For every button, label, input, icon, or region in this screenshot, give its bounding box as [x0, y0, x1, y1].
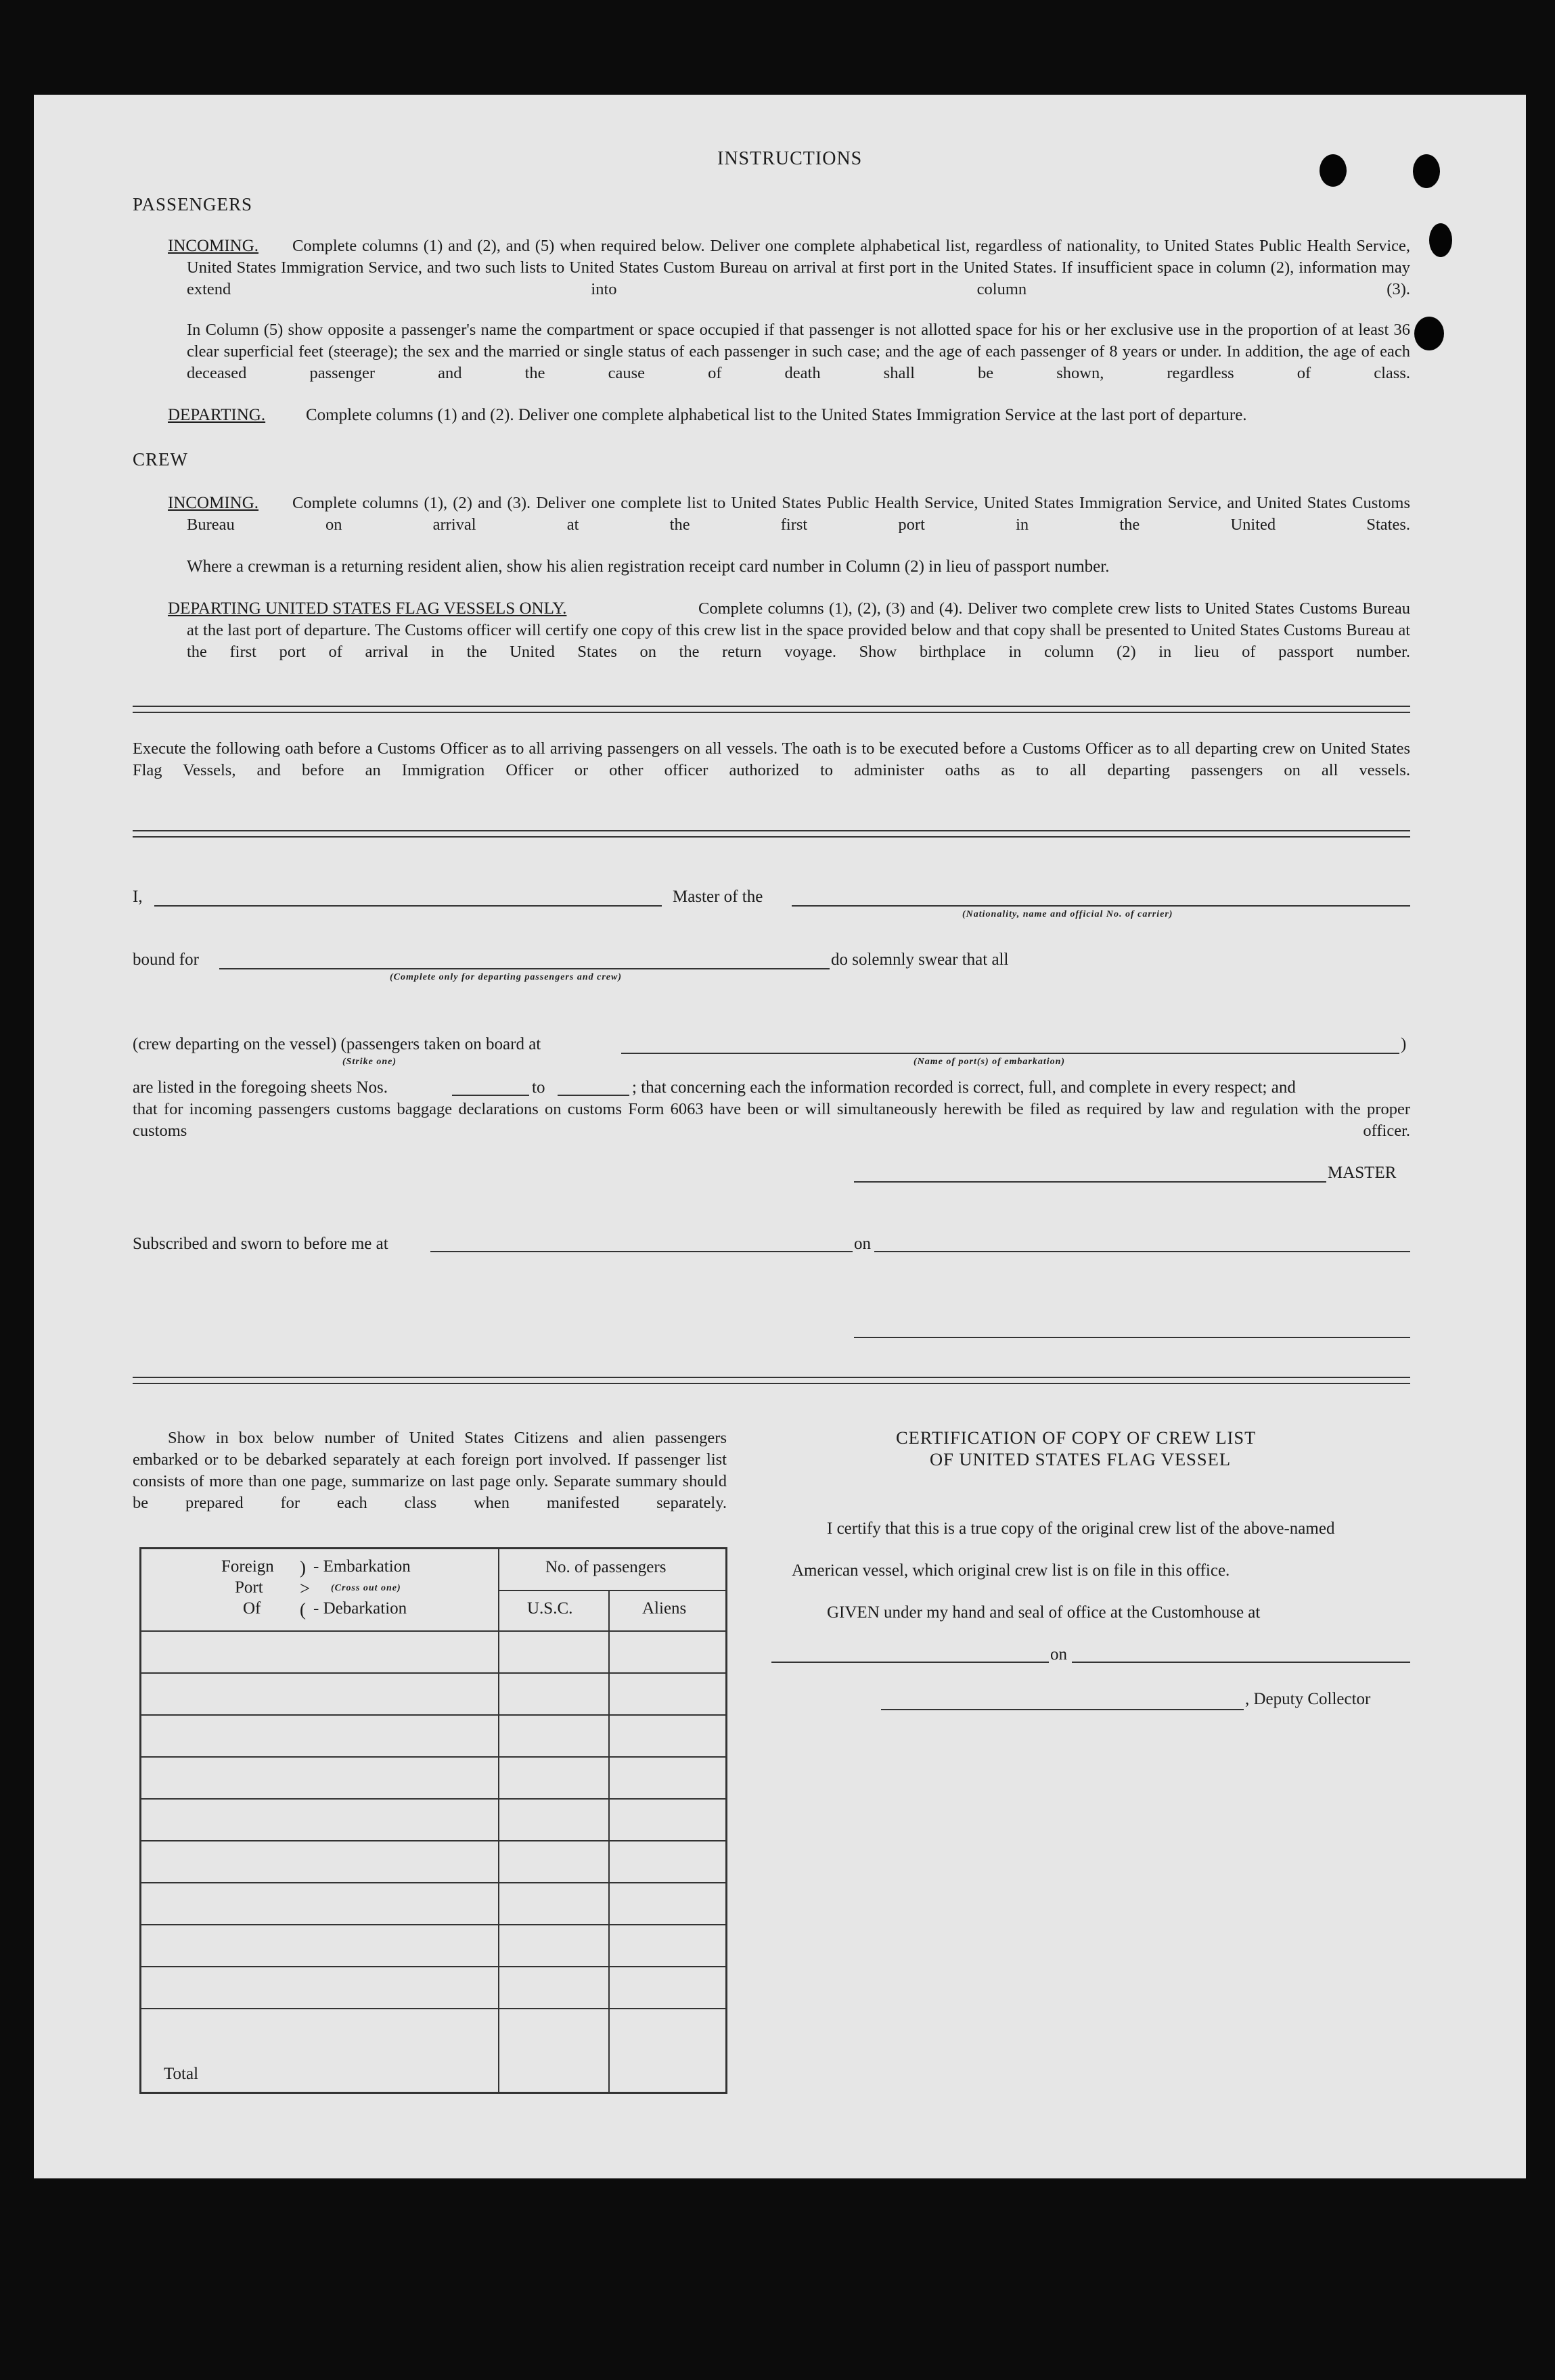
crew-flag-text: Complete columns (1), (2), (3) and (4). Deliver two complete crew lists to United States Customs Bureau at the last port of departure. The Customs officer will certify one copy of this crew list in the space provided below and that copy shall be presented to United States Customs Bureau at the first port of arrival in the United States on the return voyage. Show birthplace in column (2) in lieu of passport number.: [187, 599, 1410, 661]
port-label: Port: [235, 1578, 263, 1597]
embarkation-port-field-line[interactable]: [621, 1053, 1399, 1054]
debarkation-option[interactable]: - Debarkation: [313, 1599, 407, 1618]
strike-one-caption: (Strike one): [342, 1057, 397, 1067]
certification-date-field-line[interactable]: [1072, 1662, 1410, 1663]
master-of-label: Master of the: [673, 888, 763, 906]
crew-incoming-label: INCOMING.: [168, 494, 259, 512]
sworn-place-field-line[interactable]: [430, 1251, 853, 1252]
certify-text-2: American vessel, which original crew list is on file in this office.: [792, 1561, 1230, 1580]
punch-hole: [1414, 317, 1444, 350]
crew-passengers-label: (crew departing on the vessel) (passengers taken on board at: [133, 1035, 541, 1053]
crew-incoming-text: Complete columns (1), (2) and (3). Deliver one complete list to United States Public Health Service, United States Immigration Service, and United States Customs Bureau on arrival at the first port in the United States.: [187, 494, 1410, 534]
passengers-departing-label: DEPARTING.: [168, 406, 266, 424]
crew-heading: CREW: [133, 449, 188, 470]
crew-flag-label: DEPARTING UNITED STATES FLAG VESSELS ONLY.: [168, 599, 567, 618]
sheet-from-field-line[interactable]: [452, 1095, 529, 1096]
brace: ) > (: [300, 1557, 311, 1620]
aliens-header: Aliens: [642, 1599, 687, 1618]
cross-out-caption: (Cross out one): [331, 1583, 401, 1593]
of-label: Of: [243, 1599, 261, 1618]
bound-for-label: bound for: [133, 951, 199, 969]
oath-i-label: I,: [133, 888, 143, 906]
swear-label: do solemnly swear that all: [831, 951, 1009, 969]
sheet-to-field-line[interactable]: [558, 1095, 629, 1096]
usc-header: U.S.C.: [527, 1599, 573, 1618]
master-label: MASTER: [1328, 1164, 1397, 1182]
certification-subtitle: OF UNITED STATES FLAG VESSEL: [930, 1449, 1231, 1469]
passengers-column5-text: In Column (5) show opposite a passenger's name the compartment or space occupied if that passenger is not allotted space for his or her exclusive use in the proportion of at least 36 clear superficial feet (steerage); the sex and the married or single status of each passenger in such case; and the age of each passenger of 8 years or under. In addition, the age of each deceased passenger and the cause of death shall be shown, regardless of class.: [187, 321, 1410, 382]
punch-hole: [1429, 223, 1452, 257]
total-label: Total: [164, 2065, 199, 2083]
punch-hole: [1320, 154, 1347, 187]
passengers-heading: PASSENGERS: [133, 194, 253, 214]
passengers-incoming-text: Complete columns (1) and (2), and (5) when required below. Deliver one complete alphabetical list, regardless of nationality, to United States Public Health Service, United States Immigration Service, and two such lists to United States Custom Bureau on arrival at first port in the United States. If insufficient space in column (2), information may extend into column (3).: [187, 237, 1410, 298]
punch-hole: [1413, 154, 1440, 188]
sworn-on-label: on: [854, 1235, 871, 1253]
listed-sheets-cont: ; that concerning each the information recorded is correct, full, and complete in every respect; and: [632, 1078, 1296, 1097]
section-divider: [133, 1377, 1410, 1384]
section-divider: [133, 706, 1410, 713]
given-text: GIVEN under my hand and seal of office at the Customhouse at: [827, 1603, 1261, 1622]
destination-field-line[interactable]: [219, 968, 830, 969]
certification-title: CERTIFICATION OF COPY OF CREW LIST: [896, 1427, 1257, 1448]
subscribed-label: Subscribed and sworn to before me at: [133, 1235, 388, 1253]
page-title: INSTRUCTIONS: [717, 148, 863, 169]
certification-on-label: on: [1050, 1645, 1067, 1664]
name-field-line[interactable]: [154, 905, 662, 907]
sworn-date-field-line[interactable]: [874, 1251, 1410, 1252]
deputy-signature-line[interactable]: [881, 1709, 1244, 1710]
passengers-departing-text: Complete columns (1) and (2). Deliver one complete alphabetical list to the United States Immigration Service at the last port of departure.: [306, 406, 1247, 424]
foreign-label: Foreign: [221, 1557, 274, 1576]
certify-text-1: I certify that this is a true copy of the original crew list of the above-named: [827, 1519, 1335, 1538]
port-caption: (Name of port(s) of embarkation): [914, 1057, 1066, 1067]
listed-to-label: to: [532, 1078, 545, 1097]
customs-declaration-text: that for incoming passengers customs baggage declarations on customs Form 6063 have been or will simultaneously herewith be filed as required by law and regulation with the proper customs officer.: [133, 1100, 1410, 1140]
nationality-caption: (Nationality, name and official No. of carrier): [962, 909, 1173, 919]
crew-resident-text: Where a crewman is a returning resident alien, show his alien registration receipt card number in Column (2) in lieu of passport number.: [187, 557, 1110, 576]
summary-instructions: Show in box below number of United States Citizens and alien passengers embarked or to be debarked separately at each foreign port involved. If passenger list consists of more than one page, summarize on last page only. Separate summary should be prepared for each class when manifested separately.: [133, 1429, 727, 1512]
passenger-summary-table: [139, 1547, 727, 2094]
section-divider: [133, 830, 1410, 838]
no-passengers-header: No. of passengers: [545, 1558, 667, 1576]
carrier-field-line[interactable]: [792, 905, 1410, 907]
complete-only-caption: (Complete only for departing passengers and crew): [390, 972, 622, 982]
master-signature-line[interactable]: [854, 1181, 1326, 1183]
listed-sheets-label: are listed in the foregoing sheets Nos.: [133, 1078, 388, 1097]
officer-signature-line[interactable]: [854, 1337, 1410, 1338]
embarkation-option[interactable]: - Embarkation: [313, 1557, 411, 1576]
deputy-collector-label: , Deputy Collector: [1245, 1690, 1371, 1708]
oath-intro: Execute the following oath before a Customs Officer as to all arriving passengers on all vessels. The oath is to be executed before a Customs Officer as to all departing crew on United States Flag Vessels, and before an Immigration Officer or other officer authorized to administer oaths as to all departing passengers on all vessels.: [133, 739, 1410, 779]
close-paren: ): [1401, 1035, 1407, 1053]
passengers-incoming-label: INCOMING.: [168, 237, 259, 255]
customhouse-field-line[interactable]: [771, 1662, 1049, 1663]
